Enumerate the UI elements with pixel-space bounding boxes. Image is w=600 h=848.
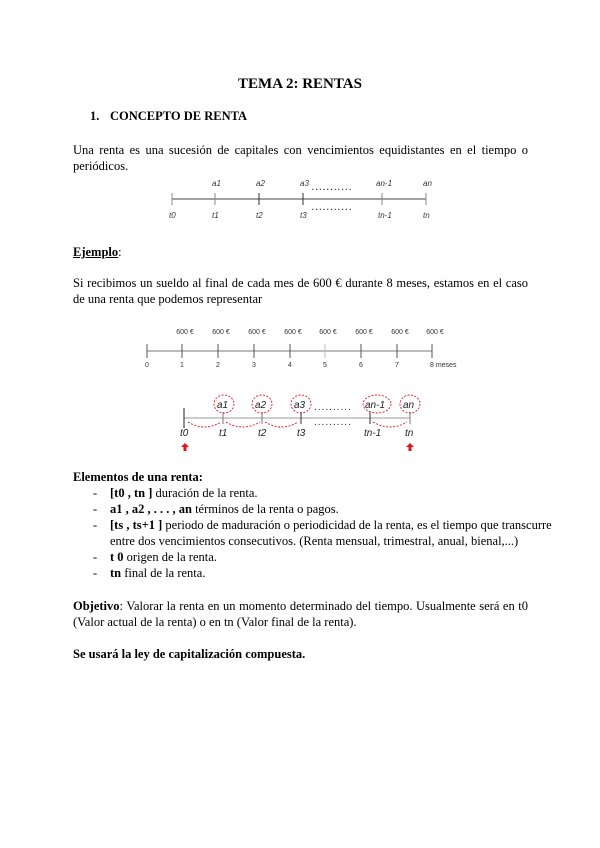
- amount-label: 600 €: [426, 329, 444, 336]
- a-label: a3: [294, 400, 306, 411]
- dots: ..........: [314, 402, 352, 413]
- list-item: tn final de la renta.: [110, 566, 206, 580]
- red-arrow-icon: [181, 443, 189, 451]
- a-label: an: [423, 179, 432, 188]
- amount-label: 600 €: [248, 329, 266, 336]
- a-label: a1: [212, 179, 221, 188]
- list-item: [ts , ts+1 ] periodo de maduración o periodicidad de la renta, es el tiempo que transcurre: [110, 518, 552, 532]
- t-label: t3: [297, 428, 306, 439]
- a-label: a2: [256, 179, 265, 188]
- month-tick: 6: [359, 362, 363, 369]
- example-heading: Ejemplo:: [73, 245, 122, 259]
- list-item: [t0 , tn ] duración de la renta.: [110, 486, 258, 500]
- document-page: TEMA 2: RENTAS 1. CONCEPTO DE RENTA Una renta es una sucesión de capitales con vencimientos equidistantes en el tiempo o periódicos. a1 a2 a3 an-1 an t0 t1 t2 t3 tn-1 tn ........... ........... 600 € 600 € 600 € 600 € 600 € 600 € 600 € 600 € 0 1 2 3 4 5 6 7 8 meses a1 a2 a3 an-1 an t0 t1 t2 t3 tn-1 tn .......... .......... Ejemplo: Si recibimos un sueldo al final de cada mes de 600 € durante 8 meses, estamos en el caso de una renta que podemos representar Elementos de una renta: - [t0 , tn ] duración de la renta. - a1 , a2 , . . . , an términos de la renta o pagos. - [ts , ts+1 ] periodo de maduración o periodicidad de la renta, es el tiempo que transcurre entre dos vencimientos consecutivos. (Renta mensual, trimestral, anual, bienal,...) - t 0 origen de la renta. - tn final de la renta. Objetivo: Valorar la renta en un momento determinado del tiempo. Usualmente será en t0 (Valor actual de la renta) o en tn (Valor final de la renta). Se usará la ley de capitalización compuesta.: [0, 0, 600, 848]
- amount-label: 600 €: [284, 329, 302, 336]
- a-label: a1: [217, 400, 229, 411]
- t-label: t2: [258, 428, 267, 439]
- amount-label: 600 €: [212, 329, 230, 336]
- amount-label: 600 €: [391, 329, 409, 336]
- a-label: an-1: [365, 400, 386, 411]
- elements-heading: Elementos de una renta:: [73, 470, 203, 484]
- t-label: tn-1: [364, 428, 382, 439]
- intro-paragraph: Una renta es una sucesión de capitales con vencimientos equidistantes en el tiempo o periódicos.: [73, 143, 528, 173]
- a-label: an-1: [376, 179, 393, 188]
- dots: ..........: [314, 417, 352, 428]
- example-paragraph: Si recibimos un sueldo al final de cada mes de 600 € durante 8 meses, estamos en el caso de una renta que podemos representar: [73, 276, 528, 306]
- section-title: CONCEPTO DE RENTA: [110, 109, 248, 123]
- dots: ...........: [312, 183, 353, 192]
- page-title: TEMA 2: RENTAS: [238, 76, 362, 92]
- month-tick: 8 meses: [430, 362, 457, 369]
- t-label: tn: [423, 211, 430, 220]
- amount-label: 600 €: [319, 329, 337, 336]
- amount-label: 600 €: [176, 329, 194, 336]
- month-tick: 0: [145, 362, 149, 369]
- month-tick: 7: [395, 362, 399, 369]
- t-label: t2: [256, 211, 263, 220]
- month-tick: 5: [323, 362, 327, 369]
- t-label: t3: [300, 211, 307, 220]
- conclusion: Se usará la ley de capitalización compuesta.: [73, 647, 306, 661]
- timeline-generic: [169, 179, 432, 220]
- t-label: t1: [219, 428, 228, 439]
- red-arrow-icon: [406, 443, 414, 451]
- dots: ...........: [312, 203, 353, 212]
- amount-label: 600 €: [355, 329, 373, 336]
- a-label: a3: [300, 179, 309, 188]
- t-label: tn-1: [378, 211, 392, 220]
- t-label: t1: [212, 211, 219, 220]
- list-item: t 0 origen de la renta.: [110, 550, 217, 564]
- month-tick: 4: [288, 362, 292, 369]
- month-tick: 2: [216, 362, 220, 369]
- month-tick: 1: [180, 362, 184, 369]
- timeline-annotated: [180, 395, 420, 451]
- t-label: tn: [405, 428, 414, 439]
- section-number: 1.: [90, 109, 100, 123]
- a-label: an: [403, 400, 415, 411]
- list-item-continuation: entre dos vencimientos consecutivos. (Renta mensual, trimestral, anual, bienal,...): [110, 534, 519, 548]
- list-item: a1 , a2 , . . . , an términos de la renta o pagos.: [110, 502, 339, 516]
- a-label: a2: [255, 400, 267, 411]
- timeline-salary: [145, 329, 457, 369]
- objective-paragraph: Objetivo: Valorar la renta en un momento determinado del tiempo. Usualmente será en t0 (Valor actual de la renta) o en tn (Valor final de la renta).: [73, 599, 528, 629]
- month-tick: 3: [252, 362, 256, 369]
- t-label: t0: [180, 428, 189, 439]
- t-label: t0: [169, 211, 176, 220]
